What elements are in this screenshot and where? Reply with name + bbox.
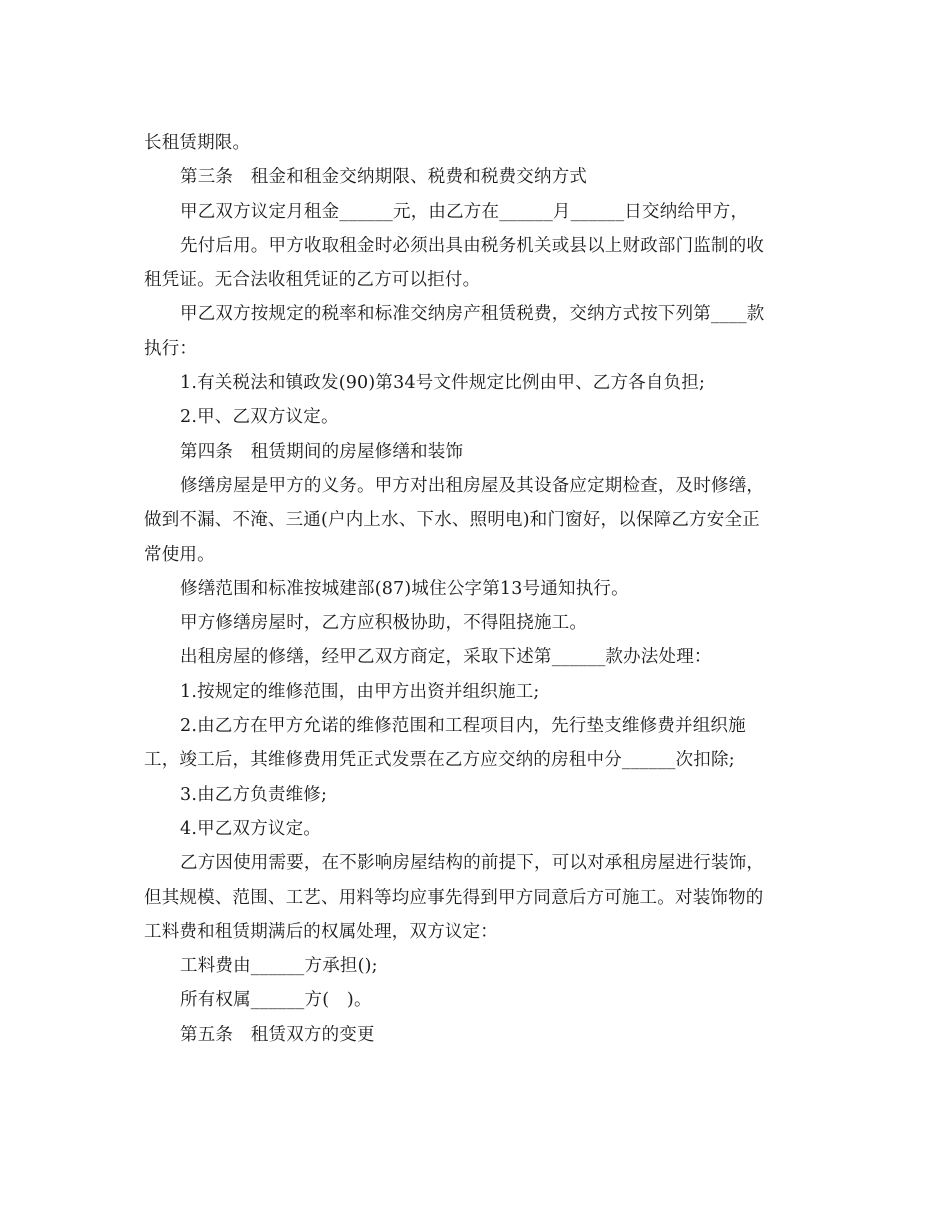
text-line: 所有权属______方( )。 [180, 990, 372, 1011]
text-line: 3.由乙方负责维修; [180, 784, 328, 805]
text-line: 常使用。 [144, 544, 215, 565]
text-line: 甲乙双方议定月租金______元，由乙方在______月______日交纳给甲方， [180, 201, 749, 222]
text-line: 修缮房屋是甲方的义务。甲方对出租房屋及其设备应定期检查，及时修缮， [180, 475, 765, 496]
text-line: 工，竣工后，其维修费用凭正式发票在乙方应交纳的房租中分______次扣除; [144, 750, 735, 771]
text-line: 第三条 租金和租金交纳期限、税费和税费交纳方式 [180, 167, 588, 188]
text-line: 甲方修缮房屋时，乙方应积极协助，不得阻挠施工。 [180, 613, 588, 634]
text-line: 第四条 租赁期间的房屋修缮和装饰 [180, 441, 464, 462]
text-line: 2.甲、乙双方议定。 [180, 407, 339, 428]
text-line: 但其规模、范围、工艺、用料等均应事先得到甲方同意后方可施工。对装饰物的 [144, 887, 764, 908]
text-line: 执行： [144, 338, 198, 359]
text-line: 第五条 租赁双方的变更 [180, 1024, 375, 1045]
text-line: 4.甲乙双方议定。 [180, 818, 321, 839]
text-line: 修缮范围和标准按城建部(87)城住公字第13号通知执行。 [180, 578, 629, 599]
document-body [144, 126, 804, 1052]
text-line: 出租房屋的修缮，经甲乙双方商定，采取下述第______款办法处理： [180, 647, 712, 668]
text-line: 长租赁期限。 [144, 133, 251, 153]
text-line: 做到不漏、不淹、三通(户内上水、下水、照明电)和门窗好，以保障乙方安全正 [144, 510, 760, 531]
text-line: 租凭证。无合法收租凭证的乙方可以拒付。 [144, 270, 481, 291]
text-line: 先付后用。甲方收取租金时必须出具由税务机关或县以上财政部门监制的收 [180, 235, 765, 256]
text-line: 甲乙双方按规定的税率和标准交纳房产租赁税费，交纳方式按下列第____款 [180, 304, 765, 325]
text-line: 工料费由______方承担(); [180, 956, 378, 977]
text-line: 乙方因使用需要，在不影响房屋结构的前提下，可以对承租房屋进行装饰， [180, 853, 765, 874]
text-line: 工料费和租赁期满后的权属处理，双方议定： [144, 921, 498, 942]
text-line: 1.有关税法和镇政发(90)第34号文件规定比例由甲、乙方各自负担; [180, 373, 706, 394]
text-line: 2.由乙方在甲方允诺的维修范围和工程项目内，先行垫支维修费并组织施 [180, 716, 746, 737]
text-line: 1.按规定的维修范围，由甲方出资并组织施工; [180, 681, 540, 702]
